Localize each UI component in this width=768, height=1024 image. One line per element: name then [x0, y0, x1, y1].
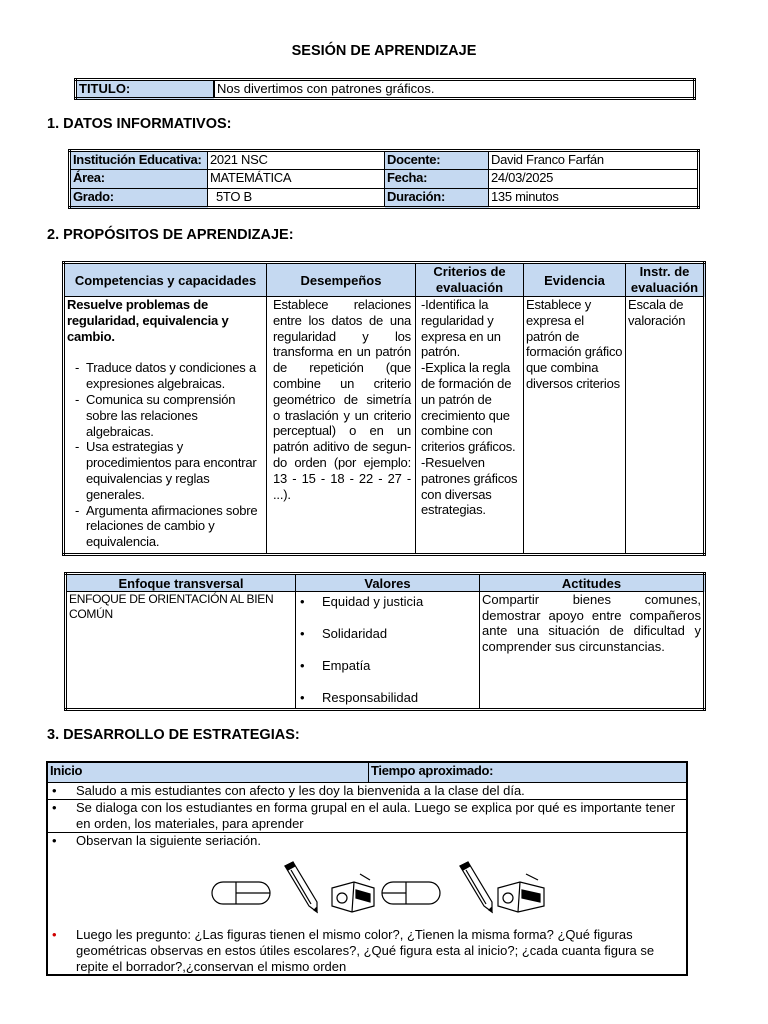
item-text: Saludo a mis estudiantes con afecto y les doy la bienvenida a la clase del día. — [76, 783, 525, 798]
item-text: Se dialoga con los estudiantes en forma grupal en el aula. Luego se explica por qué es importante tener en orden, los materiales, para aprender — [76, 800, 676, 831]
enfoque-cell: ENFOQUE DE ORIENTACIÓN AL BIEN COMÚN — [66, 592, 296, 710]
capacidad-item: - Traduce datos y condiciones a expresiones algebraicas. — [69, 360, 264, 392]
competencias-cell — [64, 297, 267, 555]
capacidades-list — [69, 360, 264, 550]
area-value: MATEMÁTICA — [208, 170, 385, 189]
valor-label: Solidaridad — [322, 626, 388, 641]
desarrollo-item — [48, 833, 686, 849]
enfoque-table — [64, 572, 706, 711]
header-criterios: Criterios de evaluación — [416, 263, 524, 297]
capacidad-item: - Comunica su comprensión sobre las relaciones algebraicas. — [69, 392, 264, 439]
criterio-item: -Identifica la regularidad y expresa en un patrón. — [421, 297, 501, 360]
capacidad-item: - Usa estrategias y procedimientos para encontrar equivalencias y reglas generales. — [69, 439, 264, 502]
header-instrumento: Instr. de evaluación — [626, 263, 705, 297]
tiempo-label: Tiempo aproximado: — [371, 763, 494, 778]
bullet-icon: • — [52, 800, 57, 815]
header-competencias: Competencias y capacidades — [64, 263, 267, 297]
grado-value: 5TO B — [208, 189, 385, 208]
valor-label: Equidad y justicia — [322, 594, 424, 609]
bullet-icon: • — [300, 594, 305, 609]
datos-table — [68, 149, 700, 209]
section-desarrollo: 3. DESARROLLO DE ESTRATEGIAS: — [47, 727, 300, 743]
header-enfoque: Enfoque transversal — [66, 574, 296, 592]
bullet-icon: • — [52, 783, 57, 798]
desarrollo-item — [48, 783, 686, 800]
area-label: Área: — [70, 170, 208, 189]
instrumento-cell: Escala de valoración — [626, 297, 705, 555]
section-propositos: 2. PROPÓSITOS DE APRENDIZAJE: — [47, 227, 294, 243]
inicio-label: Inicio — [48, 763, 369, 782]
pregunta-item — [48, 927, 686, 975]
institucion-value: 2021 NSC — [208, 151, 385, 170]
bullet-icon: • — [300, 658, 305, 673]
propositos-table — [62, 261, 706, 556]
capacidad-item: - Argumenta afirmaciones sobre relaciones de cambio y equivalencia. — [69, 503, 264, 550]
competencia-text: Resuelve problemas de regularidad, equivalencia y cambio. — [67, 297, 229, 344]
grado-label: Grado: — [70, 189, 208, 208]
bullet-icon: • — [300, 690, 305, 705]
bullet-icon: • — [52, 927, 57, 942]
eraser-icon — [212, 882, 270, 904]
desarrollo-box — [46, 761, 688, 976]
duracion-value: 135 minutos — [489, 189, 699, 208]
valor-item — [298, 626, 477, 658]
duracion-label: Duración: — [385, 189, 489, 208]
actitudes-cell: Compartir bienes comunes, demostrar apoyo entre compañeros ante una situación de dificultad y comprender sus circunstancias. — [480, 592, 705, 710]
docente-value: David Franco Farfán — [489, 151, 699, 170]
sharpener-icon — [332, 874, 374, 912]
pencil-icon — [460, 862, 492, 912]
pregunta-text: Luego les pregunto: ¿Las figuras tienen el mismo color?, ¿Tienen la misma forma? ¿Qué figuras geométricas observas en estos útiles escolares?, ¿Qué figura esta al inicio?; ¿cada cuanta figura se repite el borrador?,¿conservan el mismo orden — [76, 927, 655, 974]
fecha-label: Fecha: — [385, 170, 489, 189]
titulo-table — [74, 78, 696, 100]
titulo-value: Nos divertimos con patrones gráficos. — [214, 80, 695, 99]
docente-label: Docente: — [385, 151, 489, 170]
header-actitudes: Actitudes — [480, 574, 705, 592]
criterios-cell — [416, 297, 524, 555]
document-title: SESIÓN DE APRENDIZAJE — [291, 43, 477, 59]
sharpener-icon — [498, 874, 544, 912]
fecha-value: 24/03/2025 — [489, 170, 699, 189]
criterio-item: -Explica la regla de formación de un patrón de crecimiento que combine con criterios gráficos. — [421, 360, 516, 455]
header-evidencia: Evidencia — [524, 263, 626, 297]
evidencia-cell: Establece y expresa el patrón de formación gráfico que combina diversos criterios — [524, 297, 626, 555]
valor-item — [298, 594, 477, 626]
valor-label: Responsabilidad — [322, 690, 419, 705]
pencil-icon — [285, 862, 317, 912]
desempeno-cell: Establece relaciones entre los datos de una regularidad y los transforma en un patrón de repetición (que combine un criterio geométrico de simetría o traslación y un criterio perceptual) o en un patrón aditivo de segun-do orden (por ejemplo: 13 - 15 - 18 - 22 - 27 - ...). — [267, 297, 416, 555]
header-valores: Valores — [296, 574, 480, 592]
item-text: Observan la siguiente seriación. — [76, 833, 261, 848]
valor-item — [298, 690, 477, 708]
bullet-icon: • — [300, 626, 305, 641]
criterio-item: -Resuelven patrones gráficos con diversas estrategias. — [421, 454, 518, 518]
valor-item — [298, 658, 477, 690]
section-datos-informativos: 1. DATOS INFORMATIVOS: — [47, 116, 232, 132]
valores-cell — [296, 592, 480, 710]
titulo-label: TITULO: — [76, 80, 215, 99]
seriation-image — [206, 860, 606, 916]
valor-label: Empatía — [322, 658, 371, 673]
institucion-label: Institución Educativa: — [70, 151, 208, 170]
valores-list — [298, 594, 477, 708]
desarrollo-header — [48, 763, 686, 783]
desarrollo-item — [48, 800, 686, 833]
desarrollo-items — [48, 783, 686, 849]
eraser-icon — [382, 882, 440, 904]
header-desempenos: Desempeños — [267, 263, 416, 297]
bullet-icon: • — [52, 833, 57, 848]
